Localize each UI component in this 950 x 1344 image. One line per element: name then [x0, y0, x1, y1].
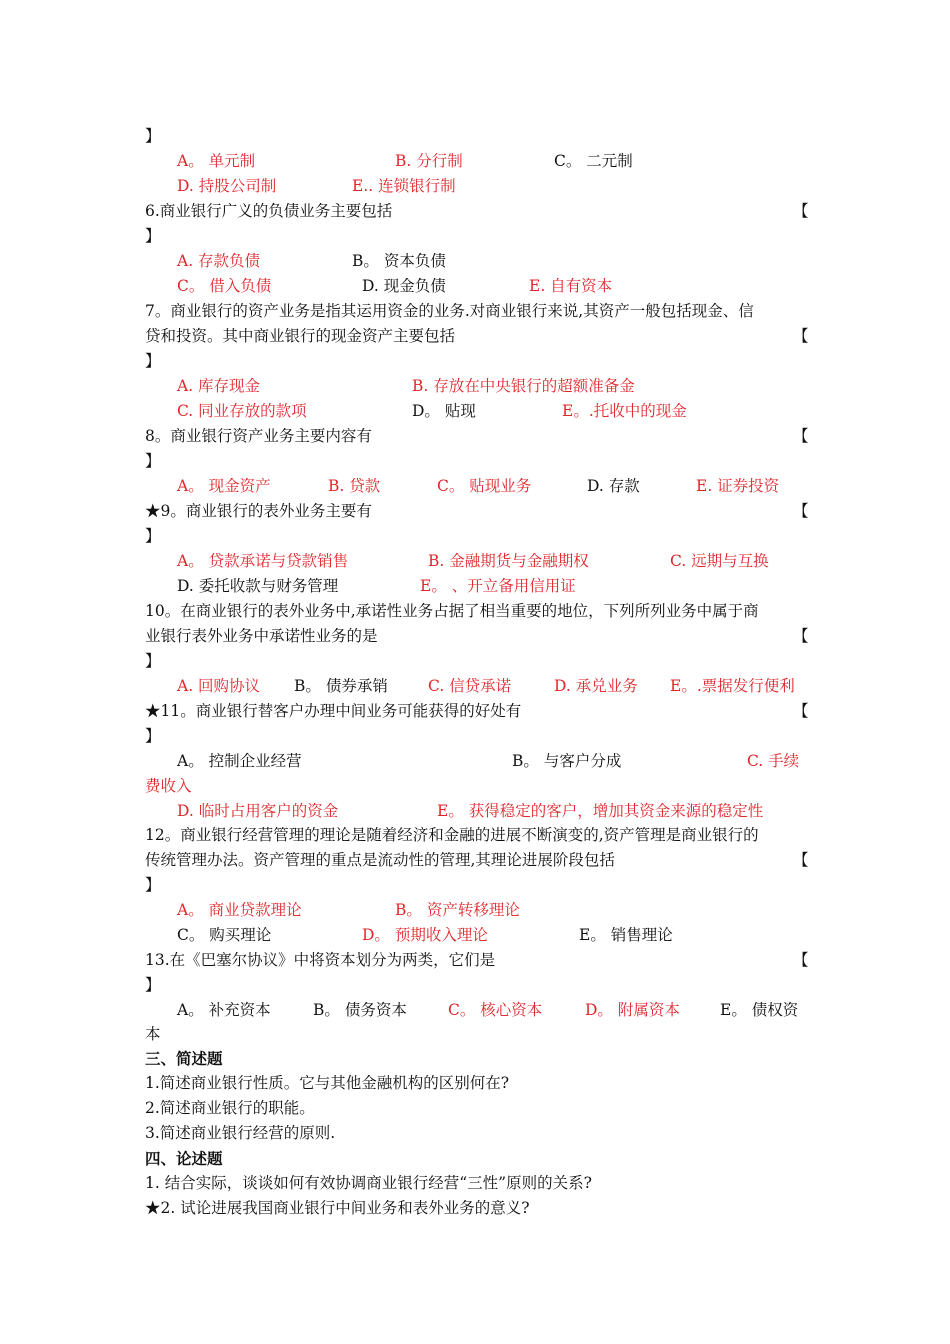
bracket-open: 【	[793, 851, 809, 869]
q13-option-e[interactable]: E。 债权资	[720, 1001, 799, 1019]
q5-option-b[interactable]: B. 分行制	[395, 152, 463, 170]
q12-option-c[interactable]: C。 购买理论	[177, 926, 272, 944]
bracket-close: 】	[145, 127, 161, 145]
q11-option-e[interactable]: E。 获得稳定的客户，增加其资金来源的稳定性	[437, 802, 764, 820]
q9-options-row1	[0, 549, 950, 574]
q7-option-a[interactable]: A. 库存现金	[177, 377, 261, 395]
q9-option-a[interactable]: A。 贷款承诺与贷款销售	[177, 552, 349, 570]
section3-item-2: 2.简述商业银行的职能。	[145, 1099, 315, 1117]
q8-option-d[interactable]: D. 存款	[587, 477, 640, 495]
q13-option-b[interactable]: B。 债务资本	[313, 1001, 407, 1019]
q12-option-b[interactable]: B。 资产转移理论	[395, 901, 520, 919]
q10-option-a[interactable]: A. 回购协议	[177, 677, 261, 695]
q11-option-b[interactable]: B。 与客户分成	[512, 752, 622, 770]
q12-stem-line1: 12。商业银行经营管理的理论是随着经济和金融的进展不断演变的,资产管理是商业银行的	[145, 826, 759, 844]
q9-stem: ★9。商业银行的表外业务主要有	[145, 502, 372, 520]
q5-options-row1	[0, 149, 950, 174]
q5-option-a[interactable]: A。 单元制	[177, 152, 256, 170]
section4-item-1: 1. 结合实际，谈谈如何有效协调商业银行经营“三性”原则的关系?	[145, 1174, 592, 1192]
q5-option-c[interactable]: C。 二元制	[554, 152, 633, 170]
q6-stem: 6.商业银行广义的负债业务主要包括	[145, 202, 393, 220]
section4-item-2: ★2. 试论进展我国商业银行中间业务和表外业务的意义?	[145, 1199, 530, 1217]
bracket-close: 】	[145, 976, 161, 994]
q13-option-e-continued[interactable]: 本	[145, 1025, 161, 1043]
q10-stem-line1: 10。在商业银行的表外业务中,承诺性业务占据了相当重要的地位，下列所列业务中属于商	[145, 602, 759, 620]
bracket-open: 【	[793, 327, 809, 345]
q11-option-a[interactable]: A。 控制企业经营	[177, 752, 302, 770]
bracket-close: 】	[145, 527, 161, 545]
q7-option-e[interactable]: E。.托收中的现金	[562, 402, 687, 420]
q11-option-c-continued[interactable]: 费收入	[145, 777, 192, 795]
q10-option-e[interactable]: E。.票据发行便利	[670, 677, 795, 695]
bracket-open: 【	[793, 951, 809, 969]
section3-item-3: 3.简述商业银行经营的原则.	[145, 1124, 336, 1142]
q13-option-a[interactable]: A。 补充资本	[177, 1001, 271, 1019]
q8-option-a[interactable]: A。 现金资产	[177, 477, 271, 495]
bracket-open: 【	[793, 627, 809, 645]
q6-option-e[interactable]: E. 自有资本	[529, 277, 613, 295]
bracket-open: 【	[793, 702, 809, 720]
q11-options-row1	[0, 749, 950, 774]
q12-options-row1	[0, 898, 950, 923]
q12-stem-line2: 传统管理办法。资产管理的重点是流动性的管理,其理论进展阶段包括	[145, 851, 615, 869]
q5-option-d[interactable]: D. 持股公司制	[177, 177, 277, 195]
bracket-open: 【	[793, 427, 809, 445]
q5-option-e[interactable]: E.. 连锁银行制	[352, 177, 456, 195]
q6-options-row2	[0, 274, 950, 299]
q9-option-e[interactable]: E。 、开立备用信用证	[420, 577, 576, 595]
q8-option-b[interactable]: B. 贷款	[328, 477, 381, 495]
bracket-close: 】	[145, 727, 161, 745]
q7-option-d[interactable]: D。 贴现	[412, 402, 476, 420]
bracket-open: 【	[793, 502, 809, 520]
q10-option-c[interactable]: C. 信贷承诺	[428, 677, 512, 695]
section4-heading: 四、论述题	[145, 1149, 223, 1168]
q10-stem-line2: 业银行表外业务中承诺性业务的是	[145, 627, 378, 645]
q12-option-d[interactable]: D。 预期收入理论	[362, 926, 488, 944]
q9-option-b[interactable]: B. 金融期货与金融期权	[428, 552, 589, 570]
q13-option-d[interactable]: D。 附属资本	[585, 1001, 680, 1019]
q12-option-a[interactable]: A。 商业贷款理论	[177, 901, 302, 919]
q9-option-d[interactable]: D. 委托收款与财务管理	[177, 577, 339, 595]
q7-options-row1	[0, 374, 950, 399]
q12-option-e[interactable]: E。 销售理论	[579, 926, 673, 944]
q13-options-row1	[0, 998, 950, 1023]
bracket-close: 】	[145, 452, 161, 470]
q5-options-row2	[0, 174, 950, 199]
q6-options-row1	[0, 249, 950, 274]
section3-item-1: 1.简述商业银行性质。它与其他金融机构的区别何在?	[145, 1074, 510, 1092]
bracket-close: 】	[145, 652, 161, 670]
bracket-close: 】	[145, 227, 161, 245]
q7-options-row2	[0, 399, 950, 424]
q7-option-b[interactable]: B. 存放在中央银行的超额准备金	[412, 377, 635, 395]
q11-stem: ★11。商业银行替客户办理中间业务可能获得的好处有	[145, 702, 522, 720]
q6-option-c[interactable]: C。 借入负债	[177, 277, 272, 295]
q6-option-d[interactable]: D. 现金负债	[362, 277, 446, 295]
bracket-close: 】	[145, 876, 161, 894]
q9-options-row2	[0, 574, 950, 599]
q10-options-row1	[0, 674, 950, 699]
bracket-open: 【	[793, 202, 809, 220]
q13-option-c[interactable]: C。 核心资本	[448, 1001, 543, 1019]
q13-stem: 13.在《巴塞尔协议》中将资本划分为两类，它们是	[145, 951, 496, 969]
q7-stem-line2: 贷和投资。其中商业银行的现金资产主要包括	[145, 327, 456, 345]
q6-option-b[interactable]: B。 资本负债	[352, 252, 446, 270]
bracket-close: 】	[145, 352, 161, 370]
q11-options-row2	[0, 799, 950, 824]
q10-option-b[interactable]: B。 债券承销	[294, 677, 388, 695]
q8-options-row1	[0, 474, 950, 499]
q6-option-a[interactable]: A. 存款负债	[177, 252, 261, 270]
q7-stem-line1: 7。商业银行的资产业务是指其运用资金的业务.对商业银行来说,其资产一般包括现金、信	[145, 302, 754, 320]
section3-heading: 三、简述题	[145, 1049, 223, 1068]
q8-option-e[interactable]: E. 证券投资	[696, 477, 780, 495]
q8-stem: 8。商业银行资产业务主要内容有	[145, 427, 372, 445]
q10-option-d[interactable]: D. 承兑业务	[554, 677, 638, 695]
q9-option-c[interactable]: C. 远期与互换	[670, 552, 769, 570]
q11-option-c[interactable]: C. 手续	[747, 752, 800, 770]
q8-option-c[interactable]: C。 贴现业务	[437, 477, 532, 495]
q12-options-row2	[0, 923, 950, 948]
q11-option-d[interactable]: D. 临时占用客户的资金	[177, 802, 339, 820]
q7-option-c[interactable]: C. 同业存放的款项	[177, 402, 307, 420]
